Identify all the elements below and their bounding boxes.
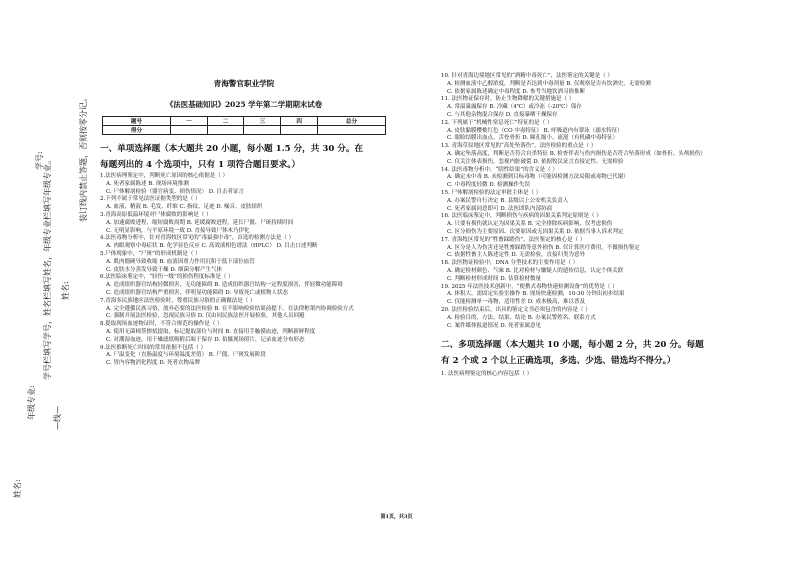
score-cell [207,126,244,135]
question-stem: 4.法医毒物分析中，针对青海牧区常见的“毒鼠强中毒”，首选的检测方法是（ ） [100,235,295,242]
question-options: C. 皮肤水分蒸发导致干燥 D. 细菌分解产生气体 [106,266,222,273]
question-options: A. 体积大、需固定实验室操作 B. 现场快速检测，10-30 分钟出初步结果 [447,291,625,298]
question-options: A. 检验目的、方法、结果、结论 B. 办案民警姓名、联系方式 [447,314,596,321]
question-options: A. 血液、精液 B. 毛发、纤维 C. 指纹、足迹 D. 噪音、皮肤组织 [106,204,263,211]
score-cell: 一 [170,117,207,126]
question-options: A. 确定未中毒 B. 未检测到目标毒物（可能因检测方法局限或毒物已代谢） [447,174,629,181]
question-options: C. 依据家属陈述确定中毒程度 D. 参考当地饮酒习俗推断 [447,88,585,95]
left-column [100,78,388,368]
score-cell: 四 [281,117,318,126]
question-options: C. 中毒程度轻微 D. 检测操作失误 [447,182,530,189]
binding-line-mark: —线— [53,406,62,430]
score-cell [244,126,281,135]
question-options: C. 判断检材形成时间 D. 估算检材数量 [447,275,541,282]
name-label: 姓名: [13,479,22,498]
score-cell: 总分 [318,117,386,126]
school-name: 青海警官职业学院 [213,79,275,88]
question-options: C. 依据牲畜主人陈述定性 D. 无需检验，直接归类为意外 [447,252,585,259]
score-cell [170,126,207,135]
question-stem: 20. 法医检验结束后，出具的鉴定文书必须包含的内容是（ ） [441,306,591,313]
question-options: C. 案件媒体报道情况 D. 死者家属意见 [447,322,541,329]
question-options: C. 与其他杂物混合保存 D. 直接暴晒干燥保存 [447,111,558,118]
question-stem: 19. 2025 年法医技术创新中，“便携式毒物快速检测设备”的优势是（ ） [441,283,618,290]
question-stem: 12. 下列属于“机械性窒息死亡”特征的是（ ） [441,119,553,126]
question-options: C. 对潮湿血迹，用干燥滤纸吸附后晾干保存 D. 拍摄现场照片，记录血迹分布形态 [106,336,305,343]
score-cell: 三 [244,117,281,126]
question-options: A. 皮肤黏膜樱桃红色（CO 中毒特征） B. 呼吸道内有蕈泳（溺水特征） [447,127,623,134]
question-options: A. 加速腐败进程，缩短腐败周期 B. 延缓腐败进程，延长尸僵、尸斑持续时间 [106,219,294,226]
question-stem: 2.下列不属于常见法医证据类型的是（ ） [100,196,201,203]
score-cell [281,126,318,135]
question-options: A. 使用无菌棉签擦拭提取，标记提取部位与时间 B. 直接用手触摸血迹，判断新鲜程度 [106,328,316,335]
score-cell: 题号 [103,117,171,126]
question-stem: 8.提取现场血迹物证时，不符合规范的操作是（ ） [100,321,223,328]
question-options: C. 无明显影响，与平原环境一致 D. 直接导致尸体木乃伊化 [106,227,250,234]
question-stem: 1.法医病理鉴定中，判断死亡原因的核心依据是（ ） [100,173,228,179]
section2-question-1: 1. 法医病理鉴定的核心内容包括（ ） [441,371,533,378]
score-table-header-row [103,117,386,126]
question-options: C. 强制开展法医检验，忽视民族习俗 D. 仅由同民族法医开展检验，其他人员回避 [106,313,305,320]
exam-title: 《法医基础知识》2025 学年第二学期期末试卷 [165,100,323,109]
question-options: A. 完全遵循民族习俗，放弃必要的法医检验 B. 在不影响检验结果前提下，在法律框架内协调检验方式 [106,305,354,312]
question-stem: 17. 青海牧区常见的“牲畜踩踏伤”，法医鉴定的核心是（ ） [441,236,586,243]
page-number: 第1页，共3页 [380,514,413,520]
question-options: C. 造成组织器官结构严重损害，伴明显功能障碍 D. 导致死亡或植物人状态 [106,289,288,296]
question-stem: 18. 法医物证检验中，DNA 分型技术的主要作用是（ ） [441,260,579,267]
binding-notice-1: 装订线内禁止答题，否则按零分记。 [79,94,88,222]
section1-heading-line2: 每题列出的 4 个选项中，只有 1 项符合题目要求。） [100,160,301,170]
question-options: C. 区分损伤为主要原因、次要原因或无因果关系 D. 依据当事人诉求判定 [447,228,624,235]
question-options: C. 眼睑结膜出血点、舌骨骨折 D. 瞳孔缩小、流涎（有机磷中毒特征） [447,135,618,142]
section2-heading [441,337,741,369]
score-table [102,116,386,135]
question-options: C. 仅关注体表损伤，忽视内脏破裂 D. 依据牧民证言直接定性，无需检验 [447,158,624,165]
question-stem: 5.尸体现象中，“尸斑”的形成机制是（ ） [100,250,201,257]
question-options: A. 只要有损伤就认定为因果关系 B. 完全排除疾病影响，仅考虑损伤 [447,221,613,228]
score-cell: 二 [207,117,244,126]
question-stem: 7.青海多民族地区法医检验时，尊重民族习俗的正确做法是（ ） [100,297,256,304]
question-options: C. 尸体解剖检验（器官病变、损伤情况） D. 目击者证言 [106,188,244,195]
question-stem: 16. 法医临床鉴定中，判断损伤与疾病的因果关系判定原则是（ ） [441,213,602,220]
section2-heading-line1: 二、多项选择题（本大题共 10 小题，每小题 2 分，共 20 分。每题 [441,340,704,351]
question-stem: 3.青海高原低温环境对尸体腐败的影响是（ ） [100,211,212,218]
section1-questions [100,173,388,368]
question-options: C. 仅能检测单一毒物，适用性差 D. 成本极高，难以普及 [447,299,585,306]
question-options: A. 确定坠落高度，判断是否符合自杀特征 B. 检查伴表与伤内损伤是否符合坠落形成（如骨折、头颅损伤） [447,150,706,157]
question-stem: 6.法医临床鉴定中，“轻伤一级”的损伤程度标准是（ ） [100,274,234,281]
question-options: A. 确定检材颜色、气味 B. 比对检材与嫌疑人的遗传信息，认定个体关联 [447,267,624,274]
question-stem: 11. 法医物证保存时，防止生物降解的关键措施是（ ） [441,96,575,103]
question-stem: 14. 法医毒物分析中，“阴性结果”的含义是（ ） [441,166,558,173]
binding-notice-2: 学号栏填写学号，姓名栏填写姓名，年级专业栏填写年级专业。 [43,156,52,380]
score-cell: 得分 [103,126,171,135]
question-options: A. 造成组织器官结构轻微损害，无功能障碍 B. 造成组织器官结构一定程度损害，伴轻微功能障碍 [106,282,343,289]
score-table-score-row [103,126,386,135]
question-options: A. 肌肉僵硬导致收缩 B. 血液因重力作用沉积于低下部位血管 [106,258,255,265]
question-options: A. 死者家属陈述 B. 现场环境推测 [106,180,189,187]
question-options: A. 常温暴露保存 B. 冷藏（4℃）或冷冻（-20℃）保存 [447,104,582,111]
score-cell [318,126,386,135]
question-options: C. 死者家属同意即可 D. 法医团队内部协商 [447,205,552,212]
question-stem: 9.法医推断死亡时间的常用依据不包括（ ） [100,344,206,351]
question-stem: 13. 青海草原地区常见的“高处坠落伤”，法医检验的重点是（ ） [441,143,597,150]
section1-heading [100,141,388,173]
binding-name-label: 姓名: [61,281,70,300]
question-options: C. 胃内容物消化程度 D. 死者衣物品牌 [106,360,200,367]
major-class-label: 年级专业: [27,385,36,420]
student-id-label: 学号: [35,151,44,170]
binding-margin [0,0,96,561]
question-stem: 15. 尸体解剖检验的法定审批主体是（ ） [441,189,542,196]
question-options: A. 办案民警自行决定 B. 县级以上公安机关负责人 [447,197,569,204]
section1-heading-line1: 一、单项选择题（本大题共 20 小题，每小题 1.5 分，共 30 分。在 [100,144,364,154]
question-stem: 10. 针对青海边境地区常见的“酒精中毒死亡”，法医鉴定的关键是（ ） [441,73,613,79]
question-options: A. 尸温变化（直肠温度与环境温度差值） B. 尸僵、尸斑发展阶段 [106,352,266,359]
right-questions [441,73,741,330]
section2-heading-line2: 有 2 个或 2 个以上正确选项，多选、少选、错选均不得分。） [441,356,676,367]
right-column [441,73,741,379]
question-options: A. 区分是人为伤害还是牲畜踩踏等意外损伤 B. 仅计算医疗费用，不做损伤鉴定 [447,244,640,251]
question-options: A. 肉眼观察中毒症状 B. 化学显色反应 C. 高效液相色谱法（HPLC） D. 目击口述判断 [106,243,318,250]
question-options: A. 检测血液中乙醇浓度，判断是否达到中毒剂量 B. 仅观察是否有饮酒史，无需检测 [447,80,651,87]
